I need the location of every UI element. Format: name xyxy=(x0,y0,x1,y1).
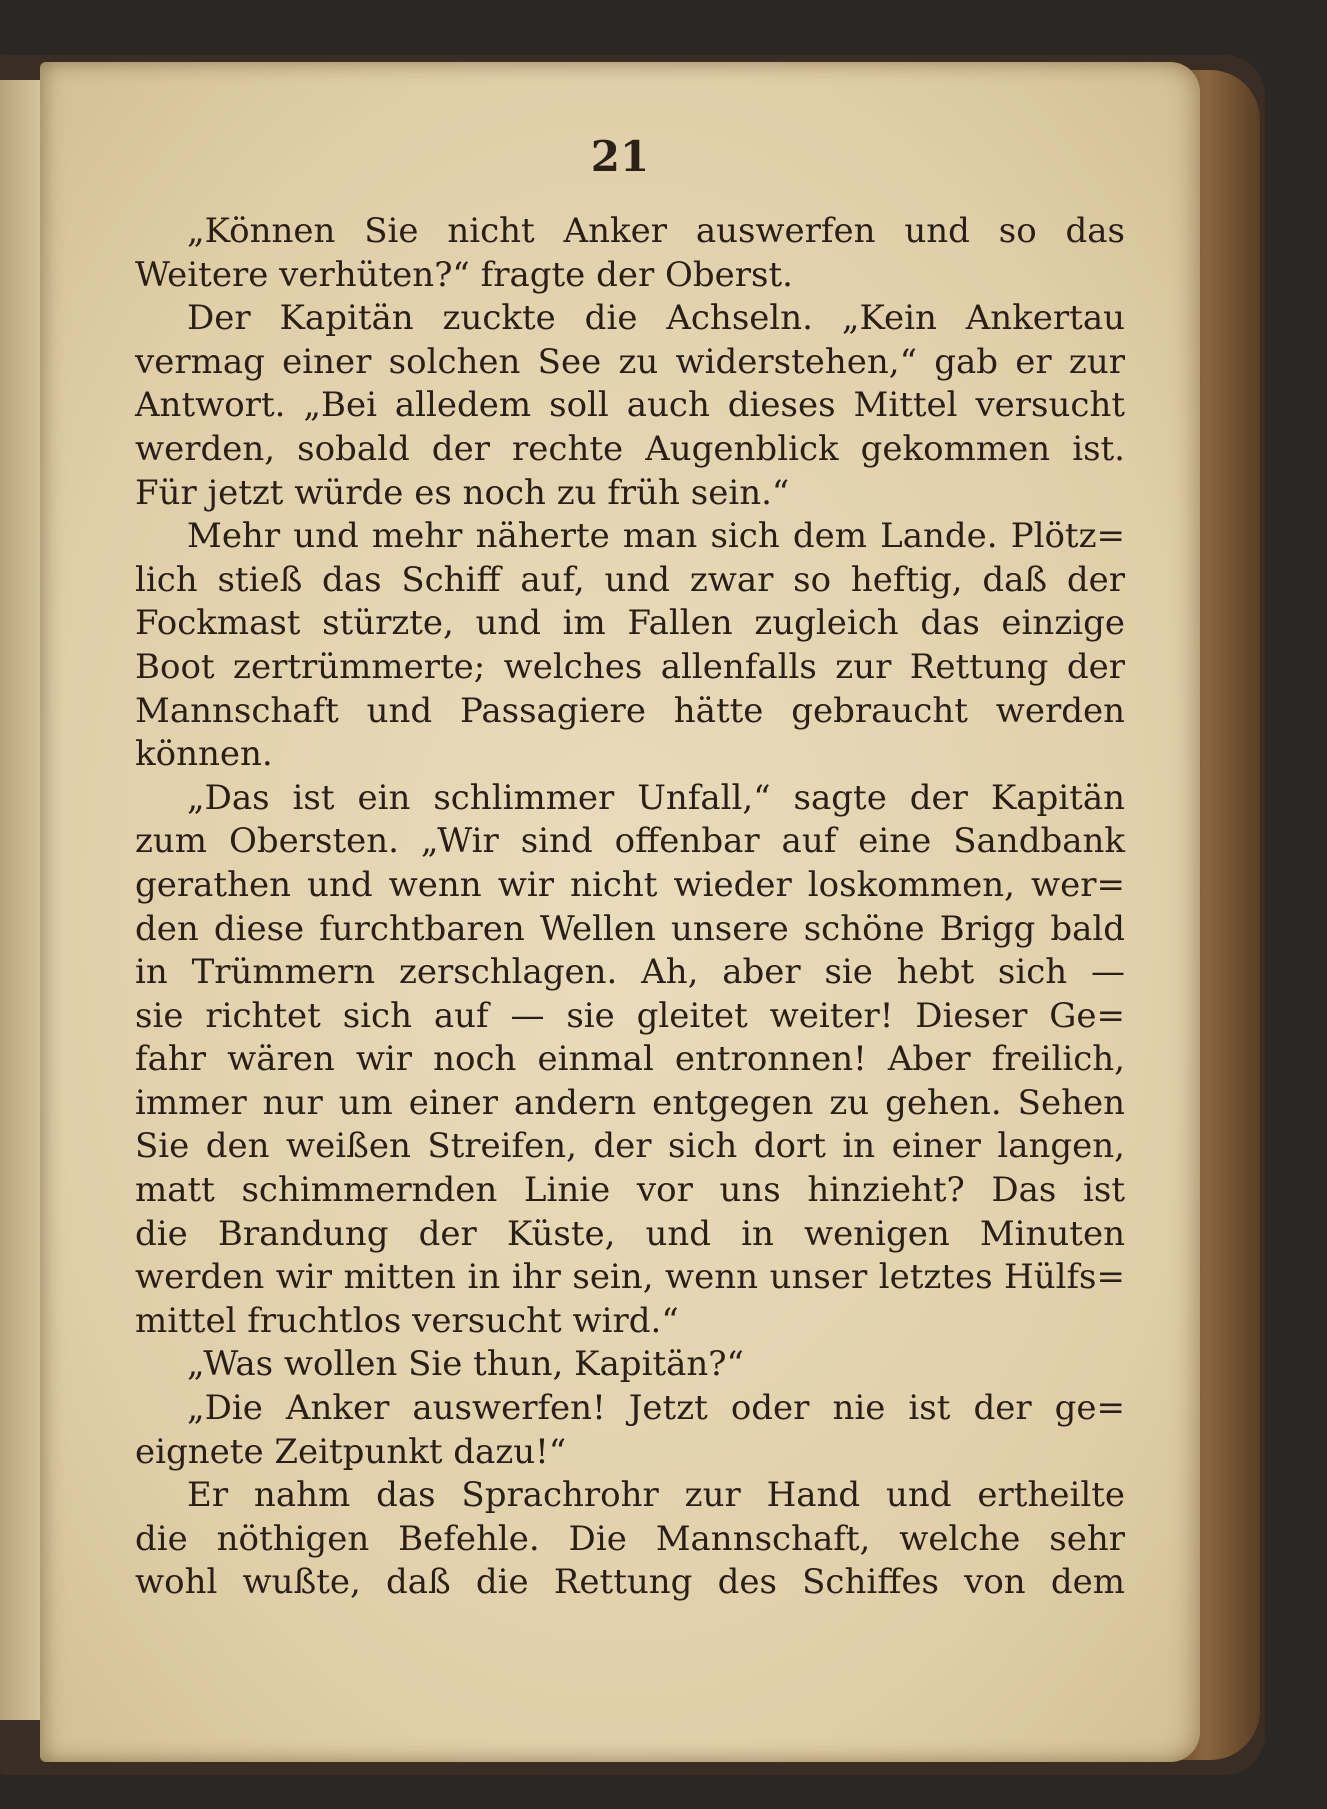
text-line: Der Kapitän zuckte die Achseln. „Kein Ankertau xyxy=(187,298,1125,339)
text-line: wohl wußte, daß die Rettung des Schiffes von dem xyxy=(135,1562,1125,1603)
text-line: Für jetzt würde es noch zu früh sein.“ xyxy=(135,472,790,513)
text-line: Mehr und mehr näherte man sich dem Lande. Plötz= xyxy=(187,516,1125,557)
text-line: den diese furchtbaren Wellen unsere schöne Brigg bald xyxy=(135,908,1125,949)
text-line: Er nahm das Sprachrohr zur Hand und ertheilte xyxy=(187,1475,1125,1516)
text-line: matt schimmernden Linie vor uns hinzieht? Das ist xyxy=(135,1170,1125,1211)
text-line: „Das ist ein schlimmer Unfall,“ sagte der Kapitän xyxy=(187,777,1125,818)
text-line: immer nur um einer andern entgegen zu gehen. Sehen xyxy=(135,1082,1125,1123)
text-line: zum Obersten. „Wir sind offenbar auf eine Sandbank xyxy=(135,821,1125,862)
text-line: Weitere verhüten?“ fragte der Oberst. xyxy=(135,254,793,295)
text-line: werden, sobald der rechte Augenblick gekommen ist. xyxy=(135,428,1125,469)
page-body-text xyxy=(135,210,1125,1605)
text-line: lich stieß das Schiff auf, und zwar so heftig, daß der xyxy=(135,559,1125,600)
text-line: eignete Zeitpunkt dazu!“ xyxy=(135,1431,567,1472)
text-line: werden wir mitten in ihr sein, wenn unser letztes Hülfs= xyxy=(135,1257,1125,1298)
text-line: vermag einer solchen See zu widerstehen,“ gab er zur xyxy=(135,341,1125,382)
text-line: fahr wären wir noch einmal entronnen! Aber freilich, xyxy=(135,1039,1125,1080)
text-line: „Was wollen Sie thun, Kapitän?“ xyxy=(187,1344,744,1385)
text-line: „Können Sie nicht Anker auswerfen und so das xyxy=(187,211,1125,251)
text-line: Fockmast stürzte, und im Fallen zugleich das einzige xyxy=(135,603,1125,644)
text-line: „Die Anker auswerfen! Jetzt oder nie ist der ge= xyxy=(187,1388,1125,1429)
page-number: 21 xyxy=(590,132,650,181)
text-line: Mannschaft und Passagiere hätte gebraucht werden xyxy=(135,690,1125,731)
previous-page-edge xyxy=(0,80,44,1720)
text-line: mittel fruchtlos versucht wird.“ xyxy=(135,1300,679,1341)
book-page xyxy=(40,62,1200,1762)
text-line: gerathen und wenn wir nicht wieder loskommen, wer= xyxy=(135,864,1125,905)
text-line: Sie den weißen Streifen, der sich dort in einer langen, xyxy=(135,1126,1125,1167)
text-line: Boot zertrümmerte; welches allenfalls zur Rettung der xyxy=(135,646,1125,687)
text-line: die Brandung der Küste, und in wenigen Minuten xyxy=(135,1213,1125,1254)
text-line: in Trümmern zerschlagen. Ah, aber sie hebt sich — xyxy=(135,952,1125,993)
text-line: sie richtet sich auf — sie gleitet weiter! Dieser Ge= xyxy=(135,995,1125,1036)
text-line: die nöthigen Befehle. Die Mannschaft, welche sehr xyxy=(135,1518,1125,1559)
text-line: Antwort. „Bei alledem soll auch dieses Mittel versucht xyxy=(135,385,1125,426)
text-line: können. xyxy=(135,734,273,775)
